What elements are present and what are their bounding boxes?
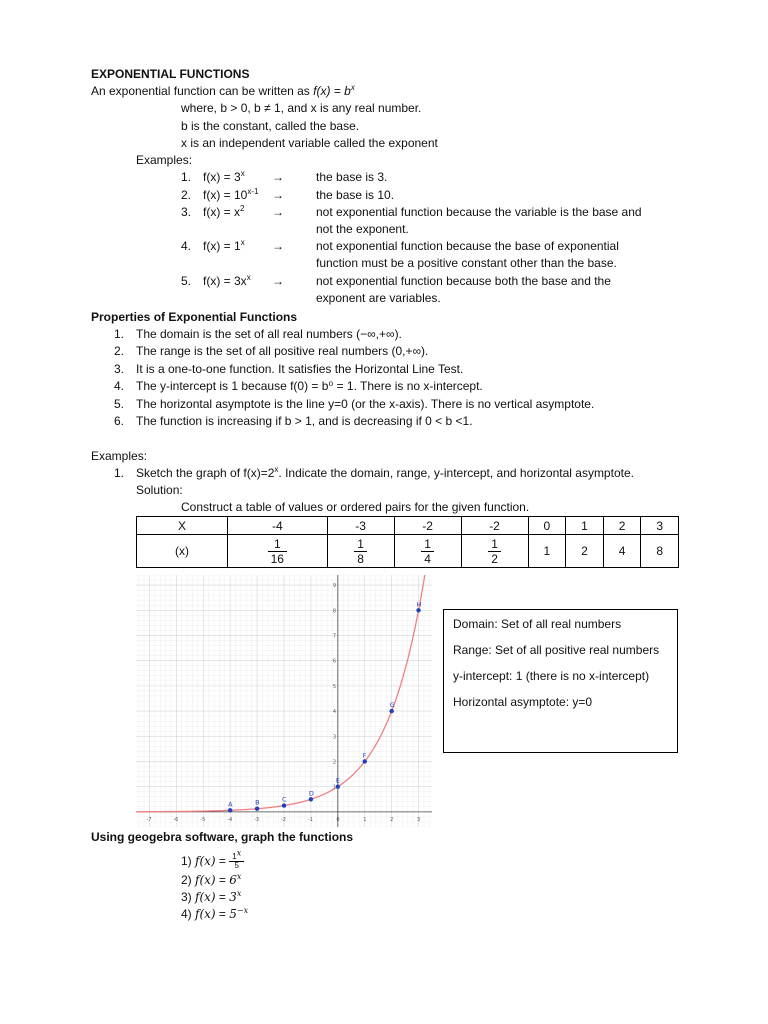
geogebra-item-lhs: f(x) [195,873,216,887]
x-tick-label: -2 [281,816,286,823]
example-description: not exponential function because the variable is the base and [316,205,642,219]
intro-line-1 [91,83,355,100]
problem-text-prefix: Sketch the graph of f(x)=2 [136,466,275,480]
property-text: The function is increasing if b > 1, and is decreasing if 0 < b <1. [136,414,473,428]
fraction-numerator-value: 1 [232,852,237,862]
geogebra-item-eq: = [215,873,230,887]
geogebra-item-1 [181,850,244,872]
example-function-exponent: x-1 [247,187,259,196]
data-point-e [336,784,340,788]
fraction [354,537,367,566]
example-number: 2. [181,188,192,202]
fraction [488,537,501,566]
example-function [203,238,245,255]
table-cell-x: -2 [461,517,528,535]
example-number: 4. [181,239,192,253]
values-table [136,516,679,568]
geogebra-item-label: 4) [181,907,196,921]
data-point-f [363,759,367,763]
info-asymptote: Horizontal asymptote: y=0 [453,695,593,709]
problem-number: 1. [114,466,125,480]
problem-text-suffix: . Indicate the domain, range, y-intercept, and horizontal asymptote. [278,466,634,480]
graph-info-box [443,609,678,753]
example-function-exponent: x [240,169,245,178]
exponential-graph [136,575,432,827]
property-text: The horizontal asymptote is the line y=0 (or the x-axis). There is no vertical asymptote. [136,396,595,411]
geogebra-item-lhs: f(x) [195,890,216,904]
intro-line-2: where, b > 0, b ≠ 1, and x is any real number. [181,101,422,115]
x-tick-label: 3 [417,816,421,823]
table-row-label: (x) [137,535,228,568]
property-number: 1. [114,327,125,341]
table-cell-x: 3 [641,517,679,535]
arrow-icon: → [272,239,284,253]
page-title: EXPONENTIAL FUNCTIONS [91,67,250,81]
y-tick-label: 7 [332,633,337,640]
example-description: function must be a positive constant other than the base. [316,256,617,270]
y-tick-label: 2 [332,759,337,766]
intro-line-3: b is the constant, called the base. [181,119,360,133]
geogebra-item-exponent: x [236,872,242,881]
geogebra-item-label: 3) [181,890,196,904]
geogebra-item-base: 3 [229,890,237,904]
example-function-exponent: x [240,238,245,247]
examples-label: Examples: [136,153,193,167]
example-function-exponent: x [246,273,251,282]
fraction [421,537,434,566]
table-cell-x: 0 [528,517,566,535]
y-tick-label: 3 [332,734,337,741]
geogebra-item-exponent: x [236,889,242,898]
intro-text: An exponential function can be written as [91,84,314,98]
table-cell-x: 2 [603,517,641,535]
intro-formula-exponent: x [350,83,355,92]
data-point-label: B [255,798,260,807]
data-point-b [255,807,259,811]
fraction-numerator: 1 [354,537,367,552]
fraction-numerator: 1 [268,537,287,552]
table-cell-x: 1 [566,517,604,535]
example-description: not exponential function because both the base and the [316,274,611,288]
fraction-numerator: 1 [421,537,434,552]
data-point-label: E [335,776,340,785]
x-tick-label: -3 [254,816,260,823]
table-row [137,535,679,568]
fraction-denominator: 5 [234,861,239,871]
x-tick-label: -4 [227,816,233,823]
data-point-label: G [389,701,395,710]
geogebra-item-exponent: −x [236,906,249,915]
y-tick-label: 9 [332,583,337,590]
example-number: 3. [181,205,192,219]
example-function-base: f(x) = x [203,205,241,219]
table-instruction: Construct a table of values or ordered pairs for the given function. [181,500,530,514]
fraction-denominator: 2 [491,551,498,566]
example-function-base: f(x) = 10 [203,188,248,202]
table-row [137,517,679,535]
geogebra-item-base: 6 [229,873,237,887]
geogebra-item-fraction [229,848,244,871]
x-tick-label: 0 [336,816,340,823]
y-tick-label: 5 [332,683,337,690]
data-point-label: A [228,800,233,809]
property-text: It is a one-to-one function. It satisfies the Horizontal Line Test. [136,361,464,376]
table-cell-y [327,535,394,568]
example-function-exponent: 2 [240,204,245,213]
example-number: 1. [181,170,192,184]
problem-text [136,465,634,482]
geogebra-item [181,872,241,889]
geogebra-item-lhs: f(x) [195,907,216,921]
table-cell-y: 2 [566,535,604,568]
fraction-denominator: 4 [424,551,431,566]
data-point-label: H [416,600,422,609]
info-domain: Domain: Set of all real numbers [453,617,622,631]
example-description: exponent are variables. [316,291,441,305]
geogebra-intro: Using geogebra software, graph the functions [91,830,354,844]
info-y-intercept: y-intercept: 1 (there is no x-intercept) [453,669,650,683]
table-cell-y [394,535,461,568]
example-function [203,169,245,186]
table-cell-y: 8 [641,535,679,568]
properties-title: Properties of Exponential Functions [91,310,298,324]
example-description: the base is 10. [316,188,395,202]
arrow-icon: → [272,188,284,202]
examples-label-2: Examples: [91,449,148,463]
table-header-x: X [137,517,228,535]
problem-exponent: x [274,465,279,474]
solution-label: Solution: [136,483,183,497]
example-function [203,273,251,290]
y-tick-label: 1 [332,784,337,791]
data-point-a [228,808,232,812]
example-function [203,204,244,221]
geogebra-item-eq: = [215,854,230,868]
intro-line-4: x is an independent variable called the exponent [181,136,438,150]
example-description: not the exponent. [316,222,409,236]
example-function-base: f(x) = 3x [203,274,247,288]
y-tick-label: 6 [332,658,337,665]
x-tick-label: -5 [200,816,206,823]
table-cell-x: -2 [394,517,461,535]
fraction [268,537,287,566]
x-tick-label: 2 [390,816,394,823]
data-point-h [416,608,420,612]
property-number: 2. [114,344,125,359]
y-tick-label: 8 [332,608,337,615]
arrow-icon: → [272,205,284,219]
property-text: The range is the set of all positive real numbers (0,+∞). [136,344,429,359]
example-function-base: f(x) = 1 [203,239,241,253]
table-cell-y: 1 [528,535,566,568]
arrow-icon: → [272,274,284,288]
property-number: 3. [114,361,125,376]
table-cell-y [461,535,528,568]
x-tick-label: -6 [173,816,179,823]
data-point-label: C [282,795,287,804]
property-number: 4. [114,379,125,394]
table-cell-y: 4 [603,535,641,568]
y-tick-label: 4 [332,709,337,716]
table-cell-y [228,535,328,568]
example-description: not exponential function because the base of exponential [316,239,619,253]
example-function [203,187,258,204]
property-number: 5. [114,396,125,411]
fraction-denominator: 16 [270,551,284,566]
geogebra-item-lhs: f(x) [195,854,216,868]
table-cell-x: -3 [327,517,394,535]
table-cell-x: -4 [228,517,328,535]
example-description: the base is 3. [316,170,388,184]
geogebra-item-eq: = [215,890,230,904]
x-tick-label: -7 [146,816,152,823]
data-point-d [309,797,313,801]
info-range: Range: Set of all positive real numbers [453,643,660,657]
property-number: 6. [114,414,125,428]
example-number: 5. [181,274,192,288]
property-text: The domain is the set of all real numbers (−∞,+∞). [136,327,402,341]
example-function-base: f(x) = 3 [203,170,241,184]
data-point-label: D [308,789,314,798]
intro-formula: f(x) = b [313,84,351,98]
arrow-icon: → [272,170,284,184]
fraction-denominator: 8 [357,551,364,566]
fraction-numerator: 1 [488,537,501,552]
geogebra-item-label: 1) [181,854,196,868]
geogebra-item [181,889,241,906]
property-text: The y-intercept is 1 because f(0) = b⁰ = 1. There is no x-intercept. [136,379,483,394]
geogebra-item-base: 5 [229,907,237,921]
x-tick-label: -1 [307,816,313,823]
geogebra-item-eq: = [215,907,230,921]
x-tick-label: 1 [363,816,367,823]
data-point-c [282,803,286,807]
geogebra-item [181,906,248,923]
geogebra-item-label: 2) [181,873,196,887]
fraction-exponent: x [236,848,242,858]
data-point-label: F [362,751,367,760]
data-point-g [389,709,393,713]
